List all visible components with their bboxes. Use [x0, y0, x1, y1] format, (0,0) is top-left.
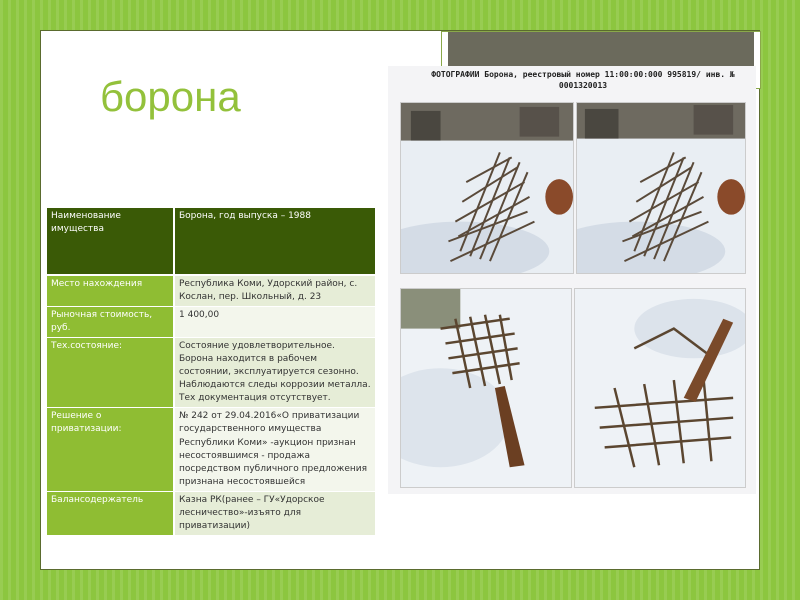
table-row [47, 208, 375, 276]
row-label-location: Место нахождения [47, 276, 175, 307]
row-value-decision: № 242 от 29.04.2016«О приватизации государственного имущества Республики Коми» -аукцион признан несостоявшимся - продажа посредством публичного предложения признана несостоявшейся [175, 408, 375, 491]
photo-caption-line2: 0001320013 [558, 80, 608, 90]
row-label-name: Наименование имущества [47, 208, 175, 276]
row-value-name: Борона, год выпуска – 1988 [175, 208, 375, 276]
photo-caption [418, 70, 748, 92]
page-title: борона [100, 73, 241, 120]
harrow-photo-4 [574, 288, 746, 488]
table-row [47, 492, 375, 536]
table-row [47, 408, 375, 491]
row-label-price: Рыночная стоимость, руб. [47, 307, 175, 338]
table-row [47, 338, 375, 408]
harrow-photo-2 [576, 102, 746, 274]
table-row [47, 276, 375, 307]
row-value-condition: Состояние удовлетворительное. Борона находится в рабочем состоянии, эксплуатируется сезонно. Наблюдаются следы коррозии металла. Тех документация отсутствует. [175, 338, 375, 408]
row-value-price: 1 400,00 [175, 307, 375, 338]
row-value-location: Республика Коми, Удорский район, с. Кослан, пер. Школьный, д. 23 [175, 276, 375, 307]
photo-caption-line1: ФОТОГРАФИИ Борона, реестровый номер 11:00:00:000 995819/ инв. № [431, 70, 735, 79]
property-table [47, 208, 375, 536]
row-value-holder: Казна РК(ранее – ГУ«Удорское лесничество»-изъято для приватизации) [175, 492, 375, 536]
photo-sheet [388, 66, 756, 494]
harrow-photo-1 [400, 102, 574, 274]
row-label-decision: Решение о приватизации: [47, 408, 175, 491]
row-label-condition: Тех.состояние: [47, 338, 175, 408]
row-label-holder: Балансодержатель [47, 492, 175, 536]
harrow-photo-3 [400, 288, 572, 488]
table-row [47, 307, 375, 338]
